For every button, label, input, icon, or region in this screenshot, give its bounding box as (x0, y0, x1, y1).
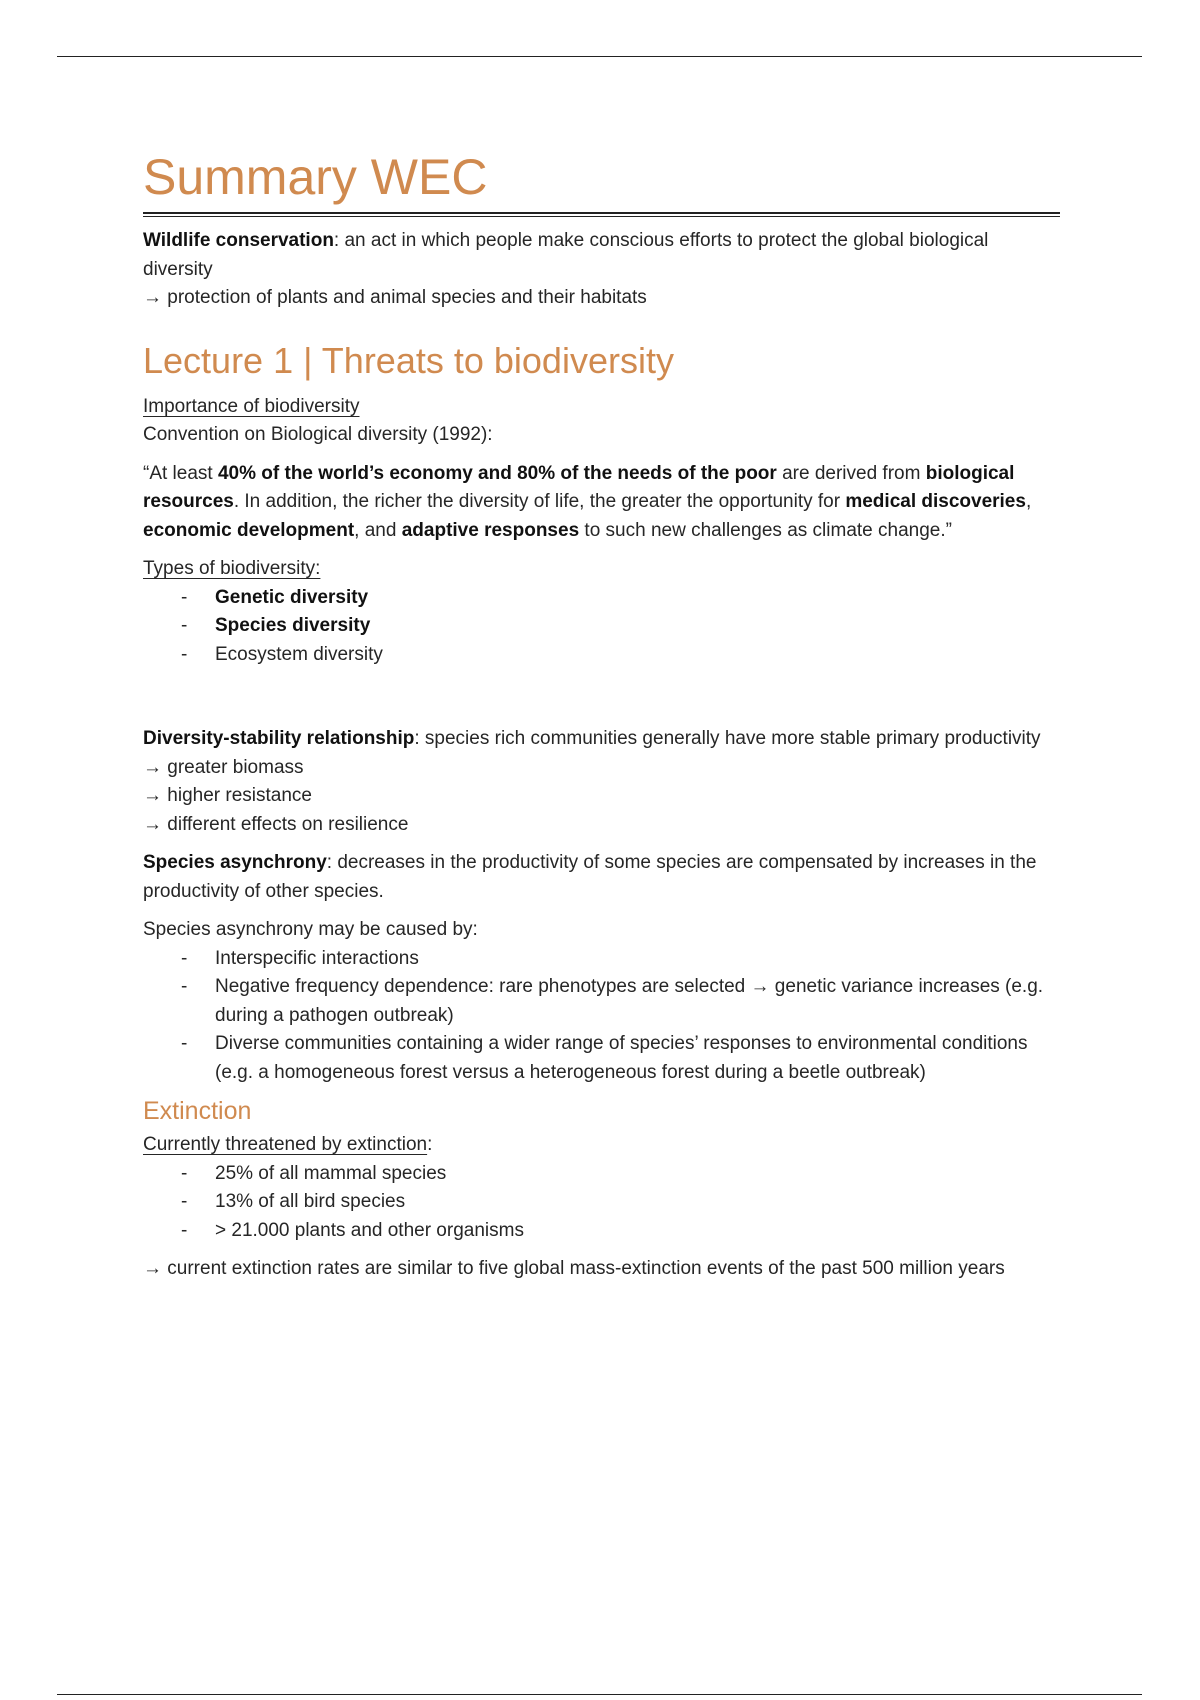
intro-term: Wildlife conservation (143, 230, 334, 251)
list-item (143, 612, 1063, 641)
list-item (143, 584, 1063, 613)
quote-bold: adaptive responses (401, 519, 580, 541)
intro-definition-text: : an act in which people make conscious efforts to protect the global biological diversity (143, 230, 989, 280)
dash-bullet: - (181, 643, 188, 665)
document-page (143, 148, 1063, 1284)
list-item-text: Diverse communities containing a wider range of species’ responses to environmental conditions (e.g. a homogeneous forest versus a heterogeneous forest during a beetle outbreak) (215, 1033, 1028, 1083)
quote-bold: 40% of the world’s economy and 80% of the needs of the poor (217, 462, 777, 484)
dash-bullet: - (181, 947, 188, 969)
list-item-text: Ecosystem diversity (215, 643, 383, 665)
list-item (143, 641, 1063, 670)
document-title: Summary WEC (143, 149, 488, 205)
extinction-conclusion: → current extinction rates are similar to five global mass-extinction events of the past 500 million years (143, 1258, 1005, 1279)
dash-bullet: - (181, 586, 188, 608)
list-item-text: Species diversity (215, 615, 371, 636)
species-asynchrony-text: : decreases in the productivity of some species are compensated by increases in the productivity of other species. (143, 852, 1037, 902)
extinction-list (143, 1160, 1063, 1246)
types-label (143, 555, 1063, 584)
arrow-line: → different effects on resilience (143, 813, 409, 835)
intro-definition (143, 227, 1063, 284)
list-item (143, 1160, 1063, 1189)
header-rule (57, 56, 1142, 57)
species-asynchrony-definition (143, 849, 1063, 906)
dash-bullet: - (181, 976, 188, 997)
list-item (143, 1030, 1063, 1087)
species-asynchrony-term: Species asynchrony (143, 852, 327, 873)
title-underline (143, 212, 1060, 217)
dash-bullet: - (181, 1219, 188, 1241)
types-list (143, 584, 1063, 670)
importance-label (143, 393, 1063, 422)
list-item-text: 13% of all bird species (215, 1191, 406, 1212)
quote-text: to such new challenges as climate change.” (579, 519, 952, 541)
dash-bullet: - (181, 1162, 188, 1184)
caused-by-label: Species asynchrony may be caused by: (143, 919, 478, 940)
quote-bold: medical discoveries (845, 491, 1026, 512)
list-item-text: > 21.000 plants and other organisms (215, 1219, 524, 1241)
diversity-stability-definition (143, 725, 1063, 754)
dash-bullet: - (181, 1191, 188, 1212)
quote-text: are derived from (776, 462, 926, 484)
dash-bullet: - (181, 1033, 188, 1054)
list-item (143, 945, 1063, 974)
quote-bold: biological resources (143, 462, 1015, 512)
spacer (143, 669, 1063, 725)
threatened-label-text: Currently threatened by extinction (143, 1134, 428, 1155)
arrow-line: → higher resistance (143, 785, 312, 806)
types-label-text: Types of biodiversity: (143, 558, 321, 579)
quote-text: , and (354, 519, 402, 541)
quote-text: , (1025, 491, 1032, 512)
quote-text: “At least (143, 462, 218, 484)
threatened-label (143, 1131, 1063, 1160)
extinction-heading: Extinction (143, 1097, 252, 1125)
list-item-text: Genetic diversity (215, 586, 369, 608)
diversity-stability-text: : species rich communities generally have more stable primary productivity (414, 728, 1041, 749)
footer-rule (57, 1694, 1142, 1695)
arrow-line: → greater biomass (143, 756, 304, 778)
list-item-text: Interspecific interactions (215, 947, 419, 969)
diversity-stability-term: Diversity-stability relationship (143, 728, 415, 749)
list-item (143, 973, 1063, 1030)
importance-label-text: Importance of biodiversity (143, 395, 360, 417)
convention-line: Convention on Biological diversity (1992): (143, 424, 493, 445)
list-item-text: 25% of all mammal species (215, 1162, 447, 1184)
quote-paragraph (143, 460, 1063, 546)
list-item (143, 1217, 1063, 1246)
quote-bold: economic development (143, 519, 355, 541)
causes-list (143, 945, 1063, 1088)
dash-bullet: - (181, 615, 188, 636)
intro-arrow-line: → protection of plants and animal species and their habitats (143, 287, 647, 308)
list-item-text: Negative frequency dependence: rare phenotypes are selected → genetic variance increases (e.g. during a pathogen outbreak) (215, 976, 1044, 1026)
list-item (143, 1188, 1063, 1217)
quote-text: . In addition, the richer the diversity of life, the greater the opportunity for (233, 491, 846, 512)
lecture-heading: Lecture 1 | Threats to biodiversity (143, 339, 674, 381)
threatened-label-colon: : (427, 1134, 433, 1155)
